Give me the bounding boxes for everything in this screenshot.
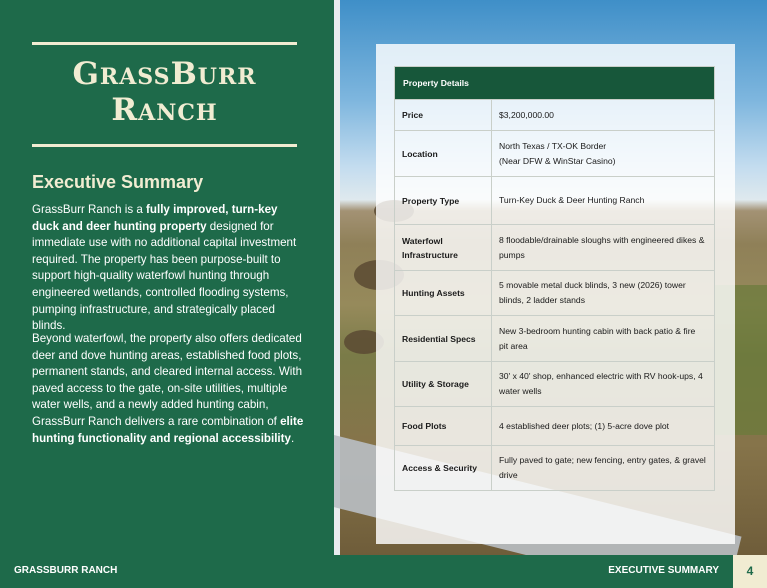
table-row [395,131,715,177]
row-value [492,271,715,316]
summary-paragraph-1 [32,202,304,335]
table-row [395,446,715,491]
table-row [395,271,715,316]
row-value [492,362,715,407]
row-label: Property Type [395,177,492,225]
footer-brand: GRASSBURR RANCH [14,565,118,576]
value-line: Turn-Key Duck & Deer Hunting Ranch [499,195,645,205]
page-number: 4 [733,555,767,588]
value-line: water wells [499,386,542,396]
value-line: 5 movable metal duck blinds, 3 new (2026) tower [499,280,686,290]
value-line: pumps [499,249,525,260]
value-line: 30' x 40' shop, enhanced electric with RV hook-ups, 4 [499,371,703,381]
row-value [492,316,715,362]
summary-paragraph-2 [32,331,304,447]
row-value [492,407,715,446]
value-line: (Near DFW & WinStar Casino) [499,155,616,166]
row-label: Hunting Assets [395,271,492,316]
table-row [395,100,715,131]
value-line: New 3-bedroom hunting cabin with back patio & fire [499,325,696,336]
p2-text-bold: elite hunting functionality and regional accessibility [32,414,304,445]
table-row [395,407,715,446]
row-label: Price [395,100,492,131]
footer-section-title: EXECUTIVE SUMMARY [608,565,719,576]
page-footer [0,555,767,588]
value-line: 4 established deer plots; (1) 5-acre dove plot [499,420,670,431]
label-line: Infrastructure [402,249,458,260]
label-line: Waterfowl [402,235,443,246]
value-line: blinds, 2 ladder stands [499,295,585,305]
section-heading: Executive Summary [32,172,204,192]
ranch-title [32,56,297,128]
p1-text-bold: fully improved, turn-key duck and deer hunting property [32,203,278,233]
title-rule-top [32,42,297,45]
row-value [492,131,715,177]
table-header: Property Details [395,67,715,100]
title-line-2: Ranch [111,92,218,128]
row-label: Access & Security [395,446,492,491]
p1-text-a: GrassBurr Ranch is a [32,203,147,216]
left-panel [0,0,334,555]
property-details-table [394,66,715,491]
row-value [492,225,715,271]
row-label [395,225,492,271]
table-row [395,225,715,271]
value-line: drive [499,470,518,480]
p2-text-a: Beyond waterfowl, the property also offers dedicated deer and dove hunting areas, established food plots, permanent stands, and cleared internal access. With paved access to the gate, on-site utilities, multiple water wells, and a newly added hunting cabin, GrassBurr Ranch delivers a rare combination of [32,332,303,428]
row-value [492,446,715,491]
title-line-1: GrassBurr [72,56,257,92]
value-line: 8 floodable/drainable sloughs with engineered dikes & [499,234,705,245]
p1-text-c: designed for immediate use with no additional capital investment required. The property has been purpose-built to support high-quality waterfowl hunting through engineered wetlands, controlled flooding systems, pumping infrastructure, and strategically placed blinds. [32,219,297,333]
row-value [492,100,715,131]
row-label: Location [395,131,492,177]
table-row [395,316,715,362]
value-line: $3,200,000.00 [499,109,554,120]
row-label: Utility & Storage [395,362,492,407]
row-label: Food Plots [395,407,492,446]
row-value [492,177,715,225]
value-line: Fully paved to gate; new fencing, entry gates, & gravel [499,455,706,465]
table-row [395,362,715,407]
row-label: Residential Specs [395,316,492,362]
value-line: pit area [499,340,528,351]
value-line: North Texas / TX-OK Border [499,140,607,151]
table-row [395,177,715,225]
title-rule-bottom [32,144,297,147]
p2-text-c: . [290,431,295,445]
